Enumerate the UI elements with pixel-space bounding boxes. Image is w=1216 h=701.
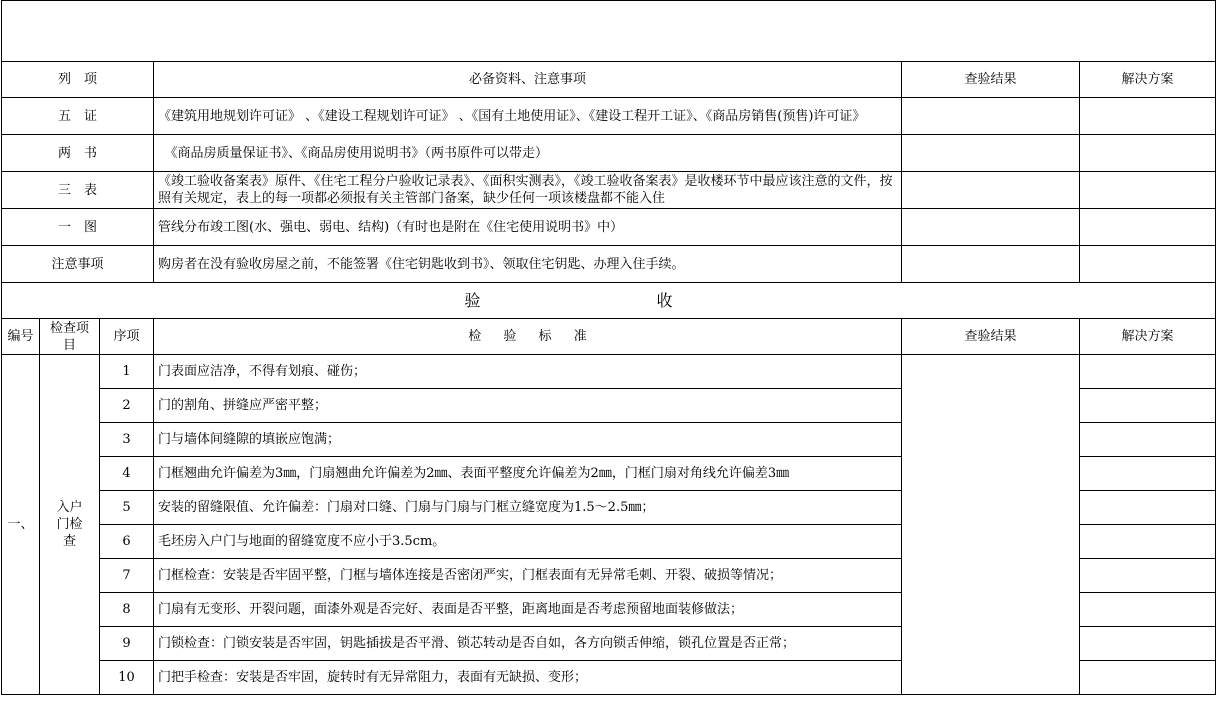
seq-cell: 1 [100, 355, 154, 389]
seq-cell: 9 [100, 627, 154, 661]
docs-row [2, 209, 1216, 246]
standard-cell: 安装的留缝限值、允许偏差：门扇对口缝、门扇与门扇与门框立缝宽度为1.5～2.5㎜； [154, 491, 902, 525]
docs-row-content: 《建筑用地规划许可证》 、《建设工程规划许可证》 、《国有土地使用证》、《建设工程开工证》、《商品房销售(预售)许可证》 [154, 98, 902, 135]
seq-cell: 5 [100, 491, 154, 525]
docs-col-result: 查验结果 [902, 62, 1080, 98]
docs-col-item: 列 项 [2, 62, 154, 98]
docs-row [2, 98, 1216, 135]
docs-row-result-cell[interactable] [902, 172, 1080, 209]
docs-row-item: 两 书 [2, 135, 154, 172]
inspection-sheet [1, 0, 1216, 695]
docs-row [2, 135, 1216, 172]
solution-cell[interactable] [1080, 355, 1216, 389]
standard-cell: 门表面应洁净，不得有划痕、碰伤； [154, 355, 902, 389]
standard-cell: 门的割角、拼缝应严密平整； [154, 389, 902, 423]
docs-row-solution-cell[interactable] [1080, 172, 1216, 209]
docs-row-result-cell[interactable] [902, 246, 1080, 283]
seq-cell: 8 [100, 593, 154, 627]
docs-row-item: 五 证 [2, 98, 154, 135]
docs-row-result-cell[interactable] [902, 98, 1080, 135]
standard-cell: 门锁检查：门锁安装是否牢固，钥匙插拔是否平滑、锁芯转动是否自如，各方向锁舌伸缩，锁孔位置是否正常； [154, 627, 902, 661]
sheet-title [2, 1, 1216, 62]
solution-cell[interactable] [1080, 389, 1216, 423]
docs-row-content: 购房者在没有验收房屋之前，不能签署《住宅钥匙收到书》、领取住宅钥匙、办理入住手续。 [154, 246, 902, 283]
solution-cell[interactable] [1080, 593, 1216, 627]
group-result-cell[interactable] [902, 355, 1080, 695]
docs-row-content: 《竣工验收备案表》原件、《住宅工程分户验收记录表》、《面积实测表》，《竣工验收备案表》是收楼环节中最应该注意的文件，按照有关规定，表上的每一项都必须报有关主管部门备案，缺少任何一项该楼盘都不能入住 [154, 172, 902, 209]
col-result: 查验结果 [902, 319, 1080, 355]
seq-cell: 10 [100, 661, 154, 695]
inspection-section-title: 验 收 [2, 283, 1216, 319]
seq-cell: 4 [100, 457, 154, 491]
solution-cell[interactable] [1080, 457, 1216, 491]
standard-cell: 门扇有无变形、开裂问题，面漆外观是否完好、表面是否平整，距离地面是否考虑预留地面装修做法； [154, 593, 902, 627]
docs-row-result-cell[interactable] [902, 135, 1080, 172]
seq-cell: 6 [100, 525, 154, 559]
standard-cell: 门框翘曲允许偏差为3㎜，门扇翘曲允许偏差为2㎜、表面平整度允许偏差为2㎜，门框门扇对角线允许偏差3㎜ [154, 457, 902, 491]
docs-row-content: 《商品房质量保证书》、《商品房使用说明书》（两书原件可以带走） [154, 135, 902, 172]
inspection-row [2, 355, 1216, 389]
col-check-item: 检查项目 [40, 319, 100, 355]
docs-row [2, 246, 1216, 283]
docs-row-item: 三 表 [2, 172, 154, 209]
docs-row-result-cell[interactable] [902, 209, 1080, 246]
solution-cell[interactable] [1080, 627, 1216, 661]
seq-cell: 3 [100, 423, 154, 457]
group-name: 入户门检查 [40, 355, 100, 695]
docs-row [2, 172, 1216, 209]
docs-row-item: 注意事项 [2, 246, 154, 283]
col-standard: 检 验 标 准 [154, 319, 902, 355]
docs-row-item: 一 图 [2, 209, 154, 246]
standard-cell: 门把手检查：安装是否牢固，旋转时有无异常阻力，表面有无缺损、变形； [154, 661, 902, 695]
docs-row-solution-cell[interactable] [1080, 98, 1216, 135]
docs-row-solution-cell[interactable] [1080, 135, 1216, 172]
standard-cell: 门框检查：安装是否牢固平整，门框与墙体连接是否密闭严实，门框表面有无异常毛刺、开裂、破损等情况； [154, 559, 902, 593]
group-number: 一、 [2, 355, 40, 695]
sheet-title-row [2, 1, 1216, 62]
seq-cell: 2 [100, 389, 154, 423]
inspection-title-row [2, 283, 1216, 319]
solution-cell[interactable] [1080, 423, 1216, 457]
col-solution: 解决方案 [1080, 319, 1216, 355]
solution-cell[interactable] [1080, 559, 1216, 593]
solution-cell[interactable] [1080, 525, 1216, 559]
col-seq: 序项 [100, 319, 154, 355]
seq-cell: 7 [100, 559, 154, 593]
docs-col-content: 必备资料、注意事项 [154, 62, 902, 98]
docs-col-solution: 解决方案 [1080, 62, 1216, 98]
col-number: 编号 [2, 319, 40, 355]
standard-cell: 门与墙体间缝隙的填嵌应饱满； [154, 423, 902, 457]
standard-cell: 毛坯房入户门与地面的留缝宽度不应小于3.5cm。 [154, 525, 902, 559]
docs-row-solution-cell[interactable] [1080, 246, 1216, 283]
docs-header-row [2, 62, 1216, 98]
solution-cell[interactable] [1080, 491, 1216, 525]
docs-row-solution-cell[interactable] [1080, 209, 1216, 246]
solution-cell[interactable] [1080, 661, 1216, 695]
docs-row-content: 管线分布竣工图(水、强电、弱电、结构)（有时也是附在《住宅使用说明书》中） [154, 209, 902, 246]
inspection-header-row [2, 319, 1216, 355]
